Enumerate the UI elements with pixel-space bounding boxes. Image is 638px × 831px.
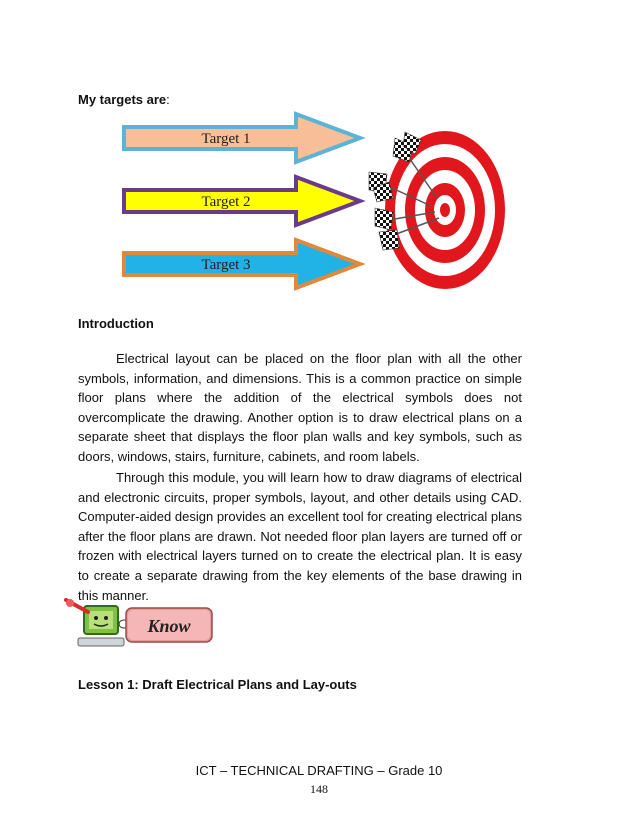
page-footer: ICT – TECHNICAL DRAFTING – Grade 10 bbox=[195, 763, 443, 778]
target-arrow-3 bbox=[124, 240, 360, 288]
target-arrow-1 bbox=[124, 114, 360, 162]
target-2-label: Target 2 bbox=[201, 194, 251, 210]
target-arrow-2 bbox=[124, 177, 360, 225]
target-3-label: Target 3 bbox=[201, 257, 251, 273]
know-label-box bbox=[126, 608, 212, 642]
targets-heading-bold: My targets are bbox=[78, 92, 167, 107]
computer-mascot-icon bbox=[66, 599, 129, 646]
know-label: Know bbox=[147, 616, 191, 636]
targets-heading-colon: : bbox=[166, 92, 170, 107]
know-badge bbox=[62, 598, 222, 650]
lesson-heading: Lesson 1: Draft Electrical Plans and Lay-outs bbox=[78, 677, 357, 692]
target-1-label: Target 1 bbox=[201, 131, 251, 147]
dartboard-icon bbox=[365, 112, 515, 297]
targets-heading bbox=[78, 92, 170, 107]
page-number: 148 bbox=[310, 782, 328, 796]
paragraph-text: Through this module, you will learn how to draw diagrams of electrical and electronic circuits, proper symbols, layout, and other details using CAD. Computer-aided design provides an excellent tool for creating electrical plans after the floor plans are drawn. Not needed floor plan layers are turned off or frozen with electrical layers turned on to create the electrical plan. It is easy to create a separate drawing from the key elements of the base drawing in this manner. bbox=[78, 470, 522, 603]
paragraph-text: Electrical layout can be placed on the floor plan with all the other symbols, information, and dimensions. This is a common practice on simple floor plans where the addition of the electrical symbols does not overcomplicate the drawing. Another option is to draw electrical plans on a separate sheet that displays the floor plan walls and key symbols, such as doors, windows, stairs, furniture, cabinets, and room labels. bbox=[78, 351, 522, 464]
target-arrows bbox=[118, 108, 368, 300]
intro-paragraph-1 bbox=[78, 349, 522, 467]
introduction-heading: Introduction bbox=[78, 316, 154, 331]
intro-paragraph-2 bbox=[78, 468, 522, 605]
